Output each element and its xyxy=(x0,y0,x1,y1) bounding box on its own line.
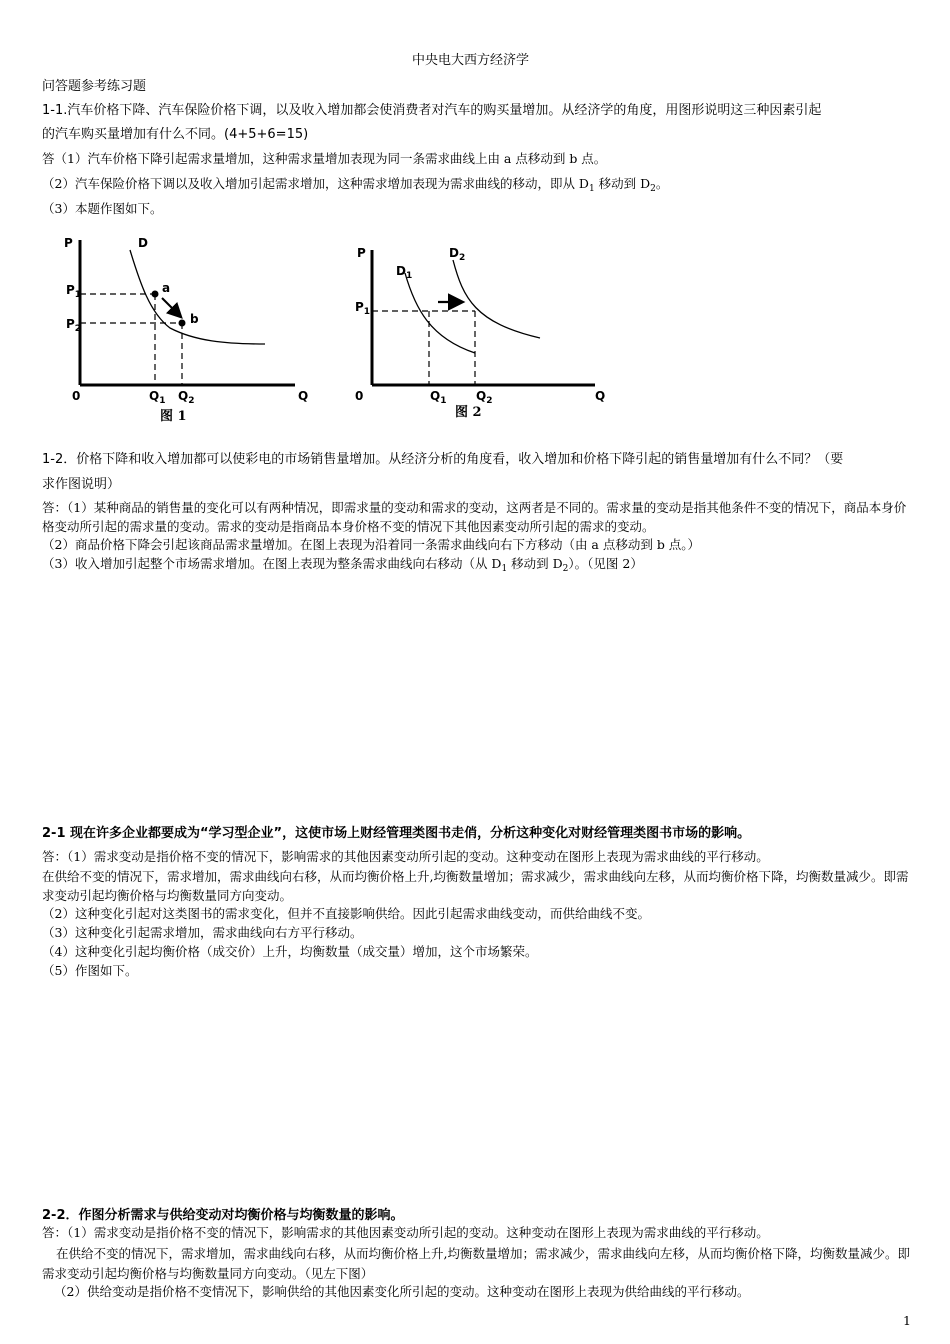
point-a-label: a xyxy=(162,281,171,295)
figure-1-caption: 图 1 xyxy=(160,409,187,424)
demand-curve-d xyxy=(130,250,265,344)
page-title: 中央电大西方经济学 xyxy=(412,53,530,68)
answer-1-1-part3: （3）本题作图如下。 xyxy=(42,201,163,216)
origin-label: 0 xyxy=(355,389,364,403)
figure-1-demand-diagram xyxy=(0,228,320,428)
answer-2-2-part2: （2）供给变动是指价格不变情况下，影响供给的其他因素变化所引起的变动。这种变动在图形上表现为供给曲线的平行移动。 xyxy=(54,1284,750,1299)
origin-label: 0 xyxy=(72,389,81,403)
q1-label: $Q_1$ xyxy=(149,389,166,406)
answer-1-2-part1: 答：（1）某种商品的销售量的变化可以有两种情况，即需求量的变动和需求的变动，这两者是不同的。需求量的变动是指其他条件不变的情况下，商品本身价格变动所引起的需求量的变动。需求的变动是指商品本身价格不变的情况下其他因素变动所引起的需求的变动。 xyxy=(42,500,907,534)
answer-2-1-part1b: 在供给不变的情况下，需求增加，需求曲线向右移，从而均衡价格上升,均衡数量增加；需求减少，需求曲线向左移，从而均衡价格下降，均衡数量减少。即需求变动引起均衡价格与均衡数量同方向变动。 xyxy=(42,869,909,903)
question-1-2-line2: 求作图说明） xyxy=(42,477,121,492)
q2-label: $Q_2$ xyxy=(178,389,195,406)
answer-2-1-part1a: 答：（1）需求变动是指价格不变的情况下，影响需求的其他因素变动所引起的变动。这种变动在图形上表现为需求曲线的平行移动。 xyxy=(42,849,769,864)
figure-2-caption: 图 2 xyxy=(455,405,482,420)
answer-2-2-part1a: 答：（1）需求变动是指价格不变的情况下，影响需求的其他因素变动所引起的变动。这种变动在图形上表现为需求曲线的平行移动。 xyxy=(42,1225,769,1240)
answer-2-1-part2: （2）这种变化引起对这类图书的需求变化，但并不直接影响供给。因此引起需求曲线变动，而供给曲线不变。 xyxy=(42,906,650,921)
movement-arrow xyxy=(162,298,180,316)
q-axis-label: Q xyxy=(595,389,606,403)
point-b-marker xyxy=(179,320,186,327)
p1-label: $P_1$ xyxy=(355,300,371,317)
p-axis-label: P xyxy=(64,236,73,250)
figure-2-demand-shift-diagram xyxy=(345,228,635,428)
answer-1-2-part3: （3）收入增加引起整个市场需求增加。在图上表现为整条需求曲线向右移动（从 $D_1$ 移动到 $D_2$）。（见图 2） xyxy=(42,556,643,574)
answer-2-1-part4: （4）这种变化引起均衡价格（成交价）上升，均衡数量（成交量）增加，这个市场繁荣。 xyxy=(42,944,538,959)
point-a-marker xyxy=(152,291,159,298)
d2-label: $D_2$ xyxy=(449,246,466,263)
p2-label: $P_2$ xyxy=(66,317,82,334)
q1-label: $Q_1$ xyxy=(430,389,447,406)
p1-label: $P_1$ xyxy=(66,283,82,300)
q-axis-label: Q xyxy=(298,389,309,403)
demand-curve-d1 xyxy=(405,273,475,353)
question-2-1: 2-1 现在许多企业都要成为“学习型企业”，这使市场上财经管理类图书走俏，分析这种变化对财经管理类图书市场的影响。 xyxy=(42,826,751,841)
page-number: 1 xyxy=(903,1313,911,1328)
demand-label: D xyxy=(138,236,148,250)
question-1-2-line1: 1-2．价格下降和收入增加都可以使彩电的市场销售量增加。从经济分析的角度看，收入增加和价格下降引起的销售量增加有什么不同？（要 xyxy=(42,452,844,467)
d1-label: $D_1$ xyxy=(396,264,413,281)
demand-curve-d2 xyxy=(453,260,540,338)
answer-2-1-part3: （3）这种变化引起需求增加，需求曲线向右方平行移动。 xyxy=(42,925,363,940)
answer-1-1-part2: （2）汽车保险价格下调以及收入增加引起需求增加，这种需求增加表现为需求曲线的移动，即从 $D_1$ 移动到 $D_2$。 xyxy=(42,176,669,194)
question-1-1-line1: 1-1.汽车价格下降、汽车保险价格下调，以及收入增加都会使消费者对汽车的购买量增加。从经济学的角度，用图形说明这三种因素引起 xyxy=(42,103,822,118)
page-subtitle: 问答题参考练习题 xyxy=(42,79,147,94)
question-1-1-line2: 的汽车购买量增加有什么不同。(4+5+6=15) xyxy=(42,127,309,142)
answer-1-1-part1: 答（1）汽车价格下降引起需求量增加，这种需求量增加表现为同一条需求曲线上由 a 点移动到 b 点。 xyxy=(42,151,607,166)
answer-1-2-part2: （2）商品价格下降会引起该商品需求量增加。在图上表现为沿着同一条需求曲线向右下方移动（由 a 点移动到 b 点。） xyxy=(42,537,701,552)
answer-2-2-part1b: 在供给不变的情况下，需求增加，需求曲线向右移，从而均衡价格上升,均衡数量增加；需求减少，需求曲线向左移，从而均衡价格下降，均衡数量减少。即需求变动引起均衡价格与均衡数量同方向变动。（见左下图） xyxy=(42,1246,910,1281)
point-b-label: b xyxy=(190,312,199,326)
answer-2-1-part5: （5）作图如下。 xyxy=(42,963,138,978)
question-2-2: 2-2．作图分析需求与供给变动对均衡价格与均衡数量的影响。 xyxy=(42,1208,404,1223)
p-axis-label: P xyxy=(357,246,366,260)
q2-label: $Q_2$ xyxy=(476,389,493,406)
